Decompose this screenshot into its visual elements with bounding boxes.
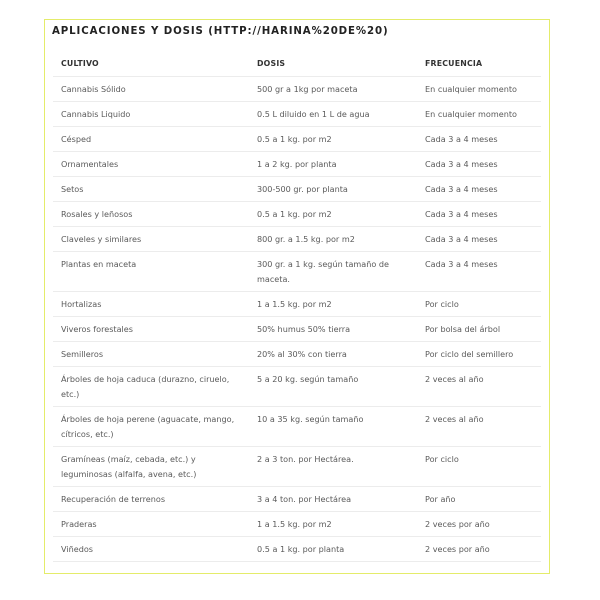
table-row xyxy=(53,177,541,202)
cell-dosis: 0.5 a 1 kg. por planta xyxy=(257,544,345,554)
cell-dosis: 0.5 a 1 kg. por m2 xyxy=(257,209,332,219)
table-header-row xyxy=(53,52,541,77)
cell-dosis: 10 a 35 kg. según tamaño xyxy=(257,414,364,424)
cell-cultivo: Claveles y similares xyxy=(61,234,142,244)
cell-frecuencia: Por ciclo del semillero xyxy=(425,349,514,359)
dosage-table xyxy=(53,52,541,562)
table-row xyxy=(53,537,541,562)
cell-dosis: 500 gr a 1kg por maceta xyxy=(257,84,358,94)
table-row xyxy=(53,292,541,317)
cell-cultivo: Ornamentales xyxy=(61,159,119,169)
cell-cultivo: Semilleros xyxy=(61,349,104,359)
cell-frecuencia: Cada 3 a 4 meses xyxy=(425,234,498,244)
column-header-dosis: DOSIS xyxy=(257,59,286,68)
cell-dosis: 800 gr. a 1.5 kg. por m2 xyxy=(257,234,355,244)
cell-dosis: 20% al 30% con tierra xyxy=(257,349,347,359)
cell-cultivo: Viñedos xyxy=(61,544,94,554)
cell-frecuencia: 2 veces al año xyxy=(425,414,484,424)
cell-frecuencia: Por bolsa del árbol xyxy=(425,324,501,334)
cell-cultivo: Cannabis Liquido xyxy=(61,109,131,119)
cell-cultivo: Viveros forestales xyxy=(61,324,133,334)
cell-cultivo: Praderas xyxy=(61,519,97,529)
table-row xyxy=(53,227,541,252)
cell-frecuencia: Cada 3 a 4 meses xyxy=(425,184,498,194)
table-row xyxy=(53,407,541,447)
cell-cultivo: Árboles de hoja caduca (durazno, ciruelo, etc.) xyxy=(61,374,230,399)
cell-cultivo: Setos xyxy=(61,184,84,194)
cell-cultivo: Recuperación de terrenos xyxy=(61,494,166,504)
cell-frecuencia: Por ciclo xyxy=(425,299,459,309)
cell-dosis: 2 a 3 ton. por Hectárea. xyxy=(257,454,354,464)
cell-cultivo: Árboles de hoja perene (aguacate, mango, cítricos, etc.) xyxy=(61,414,235,439)
column-header-frecuencia: FRECUENCIA xyxy=(425,59,483,68)
cell-frecuencia: 2 veces al año xyxy=(425,374,484,384)
table-row xyxy=(53,252,541,292)
cell-frecuencia: Cada 3 a 4 meses xyxy=(425,134,498,144)
cell-dosis: 5 a 20 kg. según tamaño xyxy=(257,374,359,384)
table-row xyxy=(53,202,541,227)
cell-dosis: 0.5 L diluido en 1 L de agua xyxy=(257,109,370,119)
cell-frecuencia: 2 veces por año xyxy=(425,519,490,529)
cell-dosis: 50% humus 50% tierra xyxy=(257,324,351,334)
cell-dosis: 0.5 a 1 kg. por m2 xyxy=(257,134,332,144)
cell-frecuencia: Por ciclo xyxy=(425,454,459,464)
cell-cultivo: Plantas en maceta xyxy=(61,259,137,269)
table-row xyxy=(53,77,541,102)
cell-cultivo: Césped xyxy=(61,134,92,144)
cell-frecuencia: En cualquier momento xyxy=(425,109,517,119)
cell-cultivo: Rosales y leñosos xyxy=(61,209,133,219)
table-row xyxy=(53,487,541,512)
table-row xyxy=(53,367,541,407)
cell-frecuencia: En cualquier momento xyxy=(425,84,517,94)
cell-dosis: 1 a 1.5 kg. por m2 xyxy=(257,299,332,309)
cell-frecuencia: Cada 3 a 4 meses xyxy=(425,209,498,219)
cell-cultivo: Hortalizas xyxy=(61,299,102,309)
cell-frecuencia: 2 veces por año xyxy=(425,544,490,554)
table-row xyxy=(53,512,541,537)
table-title: APLICACIONES Y DOSIS (HTTP://HARINA%20DE%20) xyxy=(52,26,389,37)
cell-dosis: 300 gr. a 1 kg. según tamaño de maceta. xyxy=(257,259,390,284)
column-header-cultivo: CULTIVO xyxy=(61,59,99,68)
cell-cultivo: Gramíneas (maíz, cebada, etc.) y leguminosas (alfalfa, avena, etc.) xyxy=(61,454,197,479)
table-row xyxy=(53,102,541,127)
table-row xyxy=(53,447,541,487)
cell-frecuencia: Cada 3 a 4 meses xyxy=(425,159,498,169)
table-row xyxy=(53,342,541,367)
cell-dosis: 1 a 1.5 kg. por m2 xyxy=(257,519,332,529)
cell-dosis: 1 a 2 kg. por planta xyxy=(257,159,337,169)
cell-dosis: 300-500 gr. por planta xyxy=(257,184,348,194)
table-row xyxy=(53,152,541,177)
table-row xyxy=(53,127,541,152)
cell-frecuencia: Por año xyxy=(425,494,456,504)
cell-cultivo: Cannabis Sólido xyxy=(61,84,126,94)
table-row xyxy=(53,317,541,342)
cell-frecuencia: Cada 3 a 4 meses xyxy=(425,259,498,269)
cell-dosis: 3 a 4 ton. por Hectárea xyxy=(257,494,352,504)
